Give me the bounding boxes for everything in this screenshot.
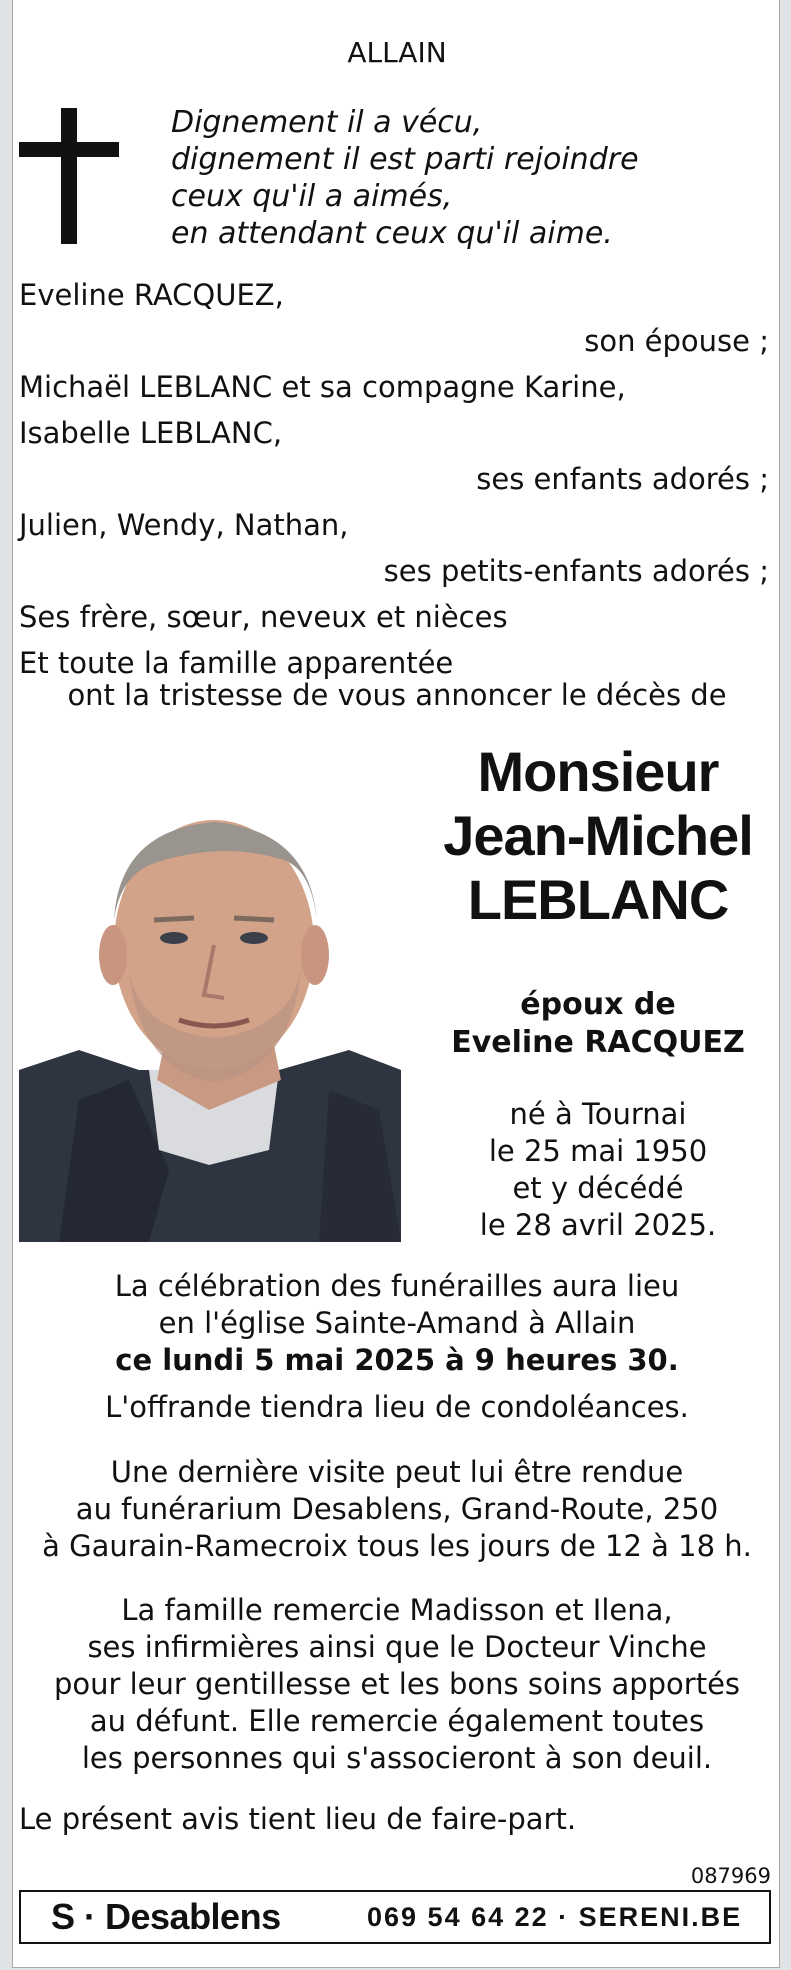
- family-list: [19, 272, 773, 686]
- thanks-line: La famille remercie Madisson et Ilena,: [121, 1593, 673, 1627]
- funeral-line: en l'église Sainte-Amand à Allain: [158, 1306, 636, 1340]
- poem-line: Dignement il a vécu,: [171, 105, 483, 140]
- poem-line: ceux qu'il a aimés,: [171, 179, 453, 214]
- thanks-line: pour leur gentillesse et les bons soins apportés: [53, 1667, 741, 1701]
- family-line: Julien, Wendy, Nathan,: [19, 508, 349, 542]
- death-place: et y décédé: [512, 1171, 684, 1205]
- thanks-text: [13, 1592, 781, 1777]
- announcement-text: ont la tristesse de vous annoncer le décès de: [67, 678, 727, 712]
- deceased-first-name: Jean-Michel: [443, 804, 753, 867]
- funeral-home-footer: [19, 1890, 771, 1944]
- funeral-home-logo: S · Desablens: [51, 1896, 281, 1937]
- family-line: Eveline RACQUEZ,: [19, 278, 284, 312]
- thanks-line: au défunt. Elle remercie également toutes: [89, 1704, 705, 1738]
- family-relation: ses petits-enfants adorés ;: [383, 554, 769, 588]
- deceased-title: Monsieur: [477, 740, 719, 803]
- family-relation: son épouse ;: [584, 324, 769, 358]
- funeral-date-time: ce lundi 5 mai 2025 à 9 heures 30.: [115, 1343, 679, 1377]
- visit-info: [13, 1454, 781, 1565]
- death-date: le 28 avril 2025.: [479, 1208, 717, 1242]
- family-line: Ses frère, sœur, neveux et nièces: [19, 600, 508, 634]
- family-relation: ses enfants adorés ;: [476, 462, 769, 496]
- funeral-line: La célébration des funérailles aura lieu: [114, 1269, 680, 1303]
- latin-cross-icon: [19, 108, 119, 244]
- deceased-name: [433, 740, 763, 932]
- reference-number: 087969: [690, 1864, 771, 1888]
- visit-line: Une dernière visite peut lui être rendue: [110, 1455, 684, 1489]
- funeral-info: [13, 1268, 781, 1379]
- spouse-name: Eveline RACQUEZ: [451, 1025, 745, 1060]
- thanks-line: ses infirmières ainsi que le Docteur Vinche: [87, 1630, 707, 1664]
- spouse-label: époux de: [520, 987, 676, 1022]
- obituary-notice: [12, 0, 780, 1968]
- birth-date: le 25 mai 1950: [488, 1134, 708, 1168]
- condolences-note: L'offrande tiendra lieu de condoléances.: [105, 1390, 689, 1424]
- funeral-home-contact: 069 54 64 22 · SERENI.BE: [367, 1902, 743, 1932]
- deceased-last-name: LEBLANC: [467, 868, 729, 931]
- memorial-poem: [171, 104, 639, 252]
- poem-line: en attendant ceux qu'il aime.: [171, 216, 613, 251]
- birth-place: né à Tournai: [509, 1097, 687, 1131]
- village-heading: ALLAIN: [347, 36, 447, 69]
- family-line: Isabelle LEBLANC,: [19, 416, 283, 450]
- visit-line: au funérarium Desablens, Grand-Route, 250: [75, 1492, 719, 1526]
- life-dates: [443, 1096, 753, 1244]
- spouse-block: [443, 986, 753, 1062]
- poem-line: dignement il est parti rejoindre: [171, 142, 639, 177]
- portrait-photo: [19, 770, 401, 1242]
- family-line: Et toute la famille apparentée: [19, 646, 454, 680]
- family-line: Michaël LEBLANC et sa compagne Karine,: [19, 370, 626, 404]
- visit-line: à Gaurain-Ramecroix tous les jours de 12 à 18 h.: [42, 1529, 752, 1563]
- faire-part-notice: Le présent avis tient lieu de faire-part.: [19, 1802, 577, 1836]
- thanks-line: les personnes qui s'associeront à son deuil.: [81, 1741, 713, 1775]
